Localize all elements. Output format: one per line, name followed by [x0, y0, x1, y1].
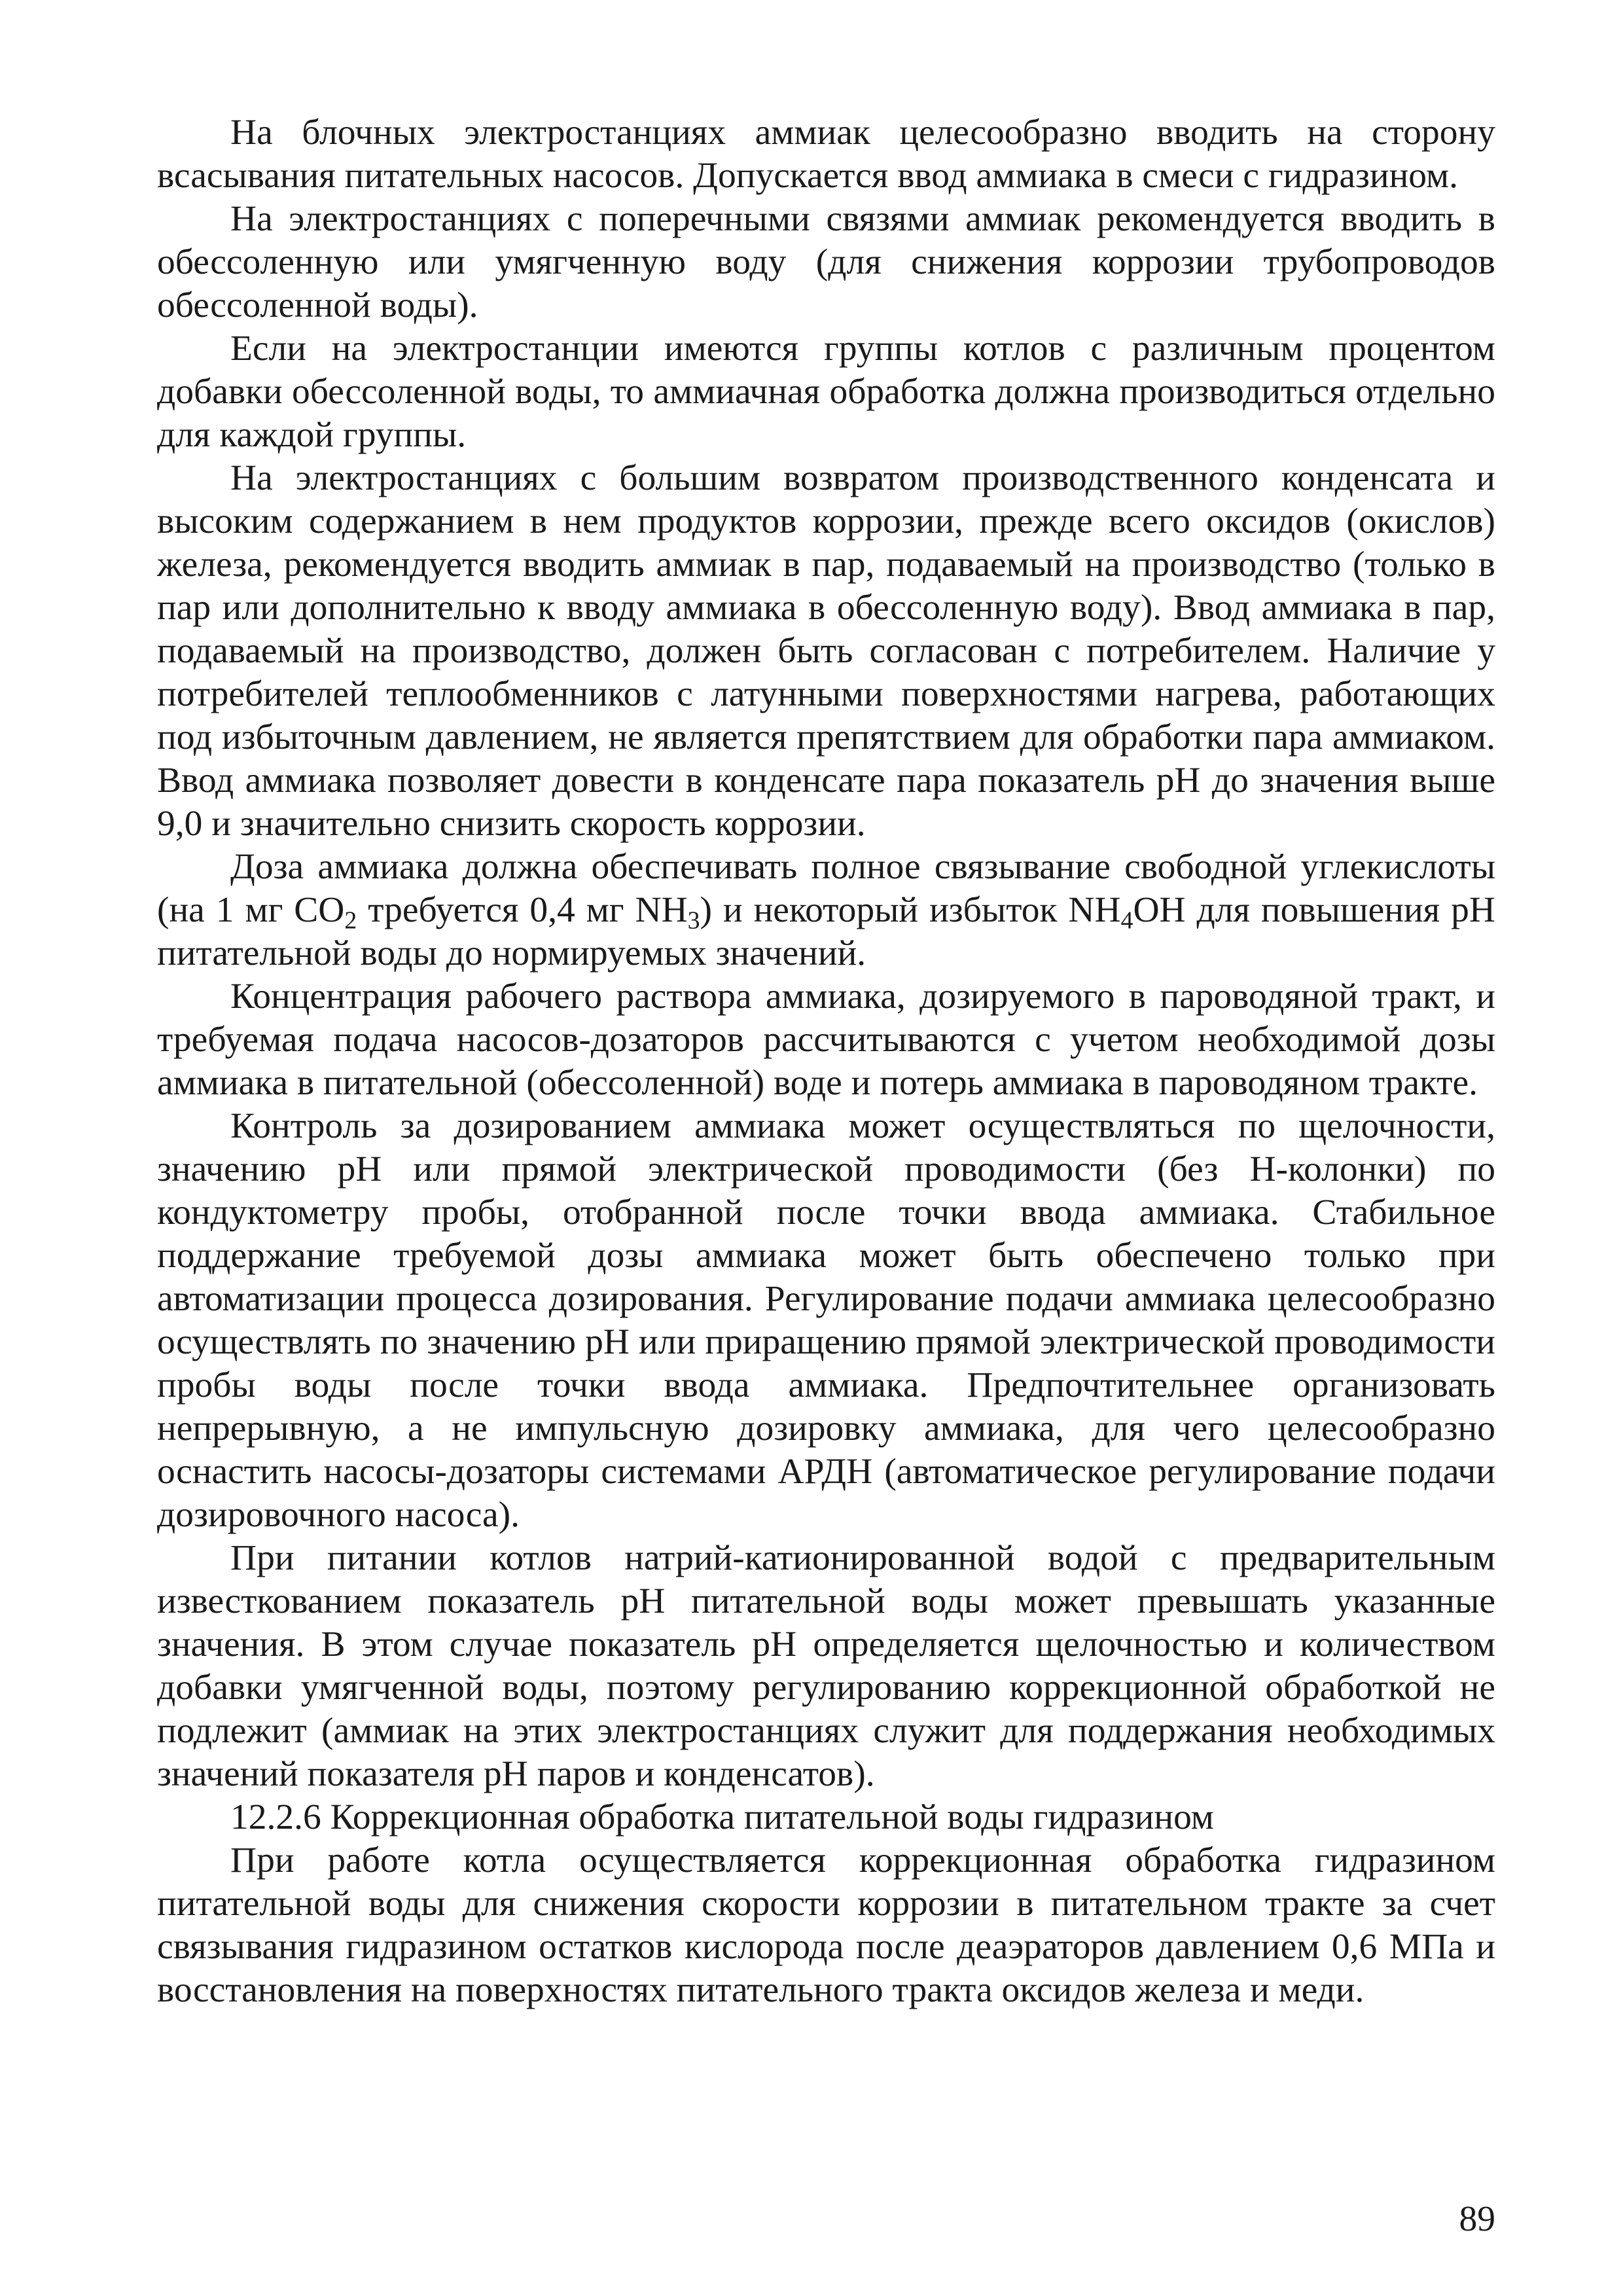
paragraph: Если на электростанции имеются группы котлов с различным процентом добавки обессоленной воды, то аммиачная обработка должна производиться отдельно для каждой группы. — [157, 329, 1495, 455]
section-heading: 12.2.6 Коррекционная обработка питательной воды гидразином — [230, 1797, 1214, 1837]
paragraph: Контроль за дозированием аммиака может осуществляться по щелочности, значению pH или прямой электрической проводимости (без Н-колонки) по кондуктометру пробы, отобранной после точки ввода аммиака. Стабильное поддержание требуемой дозы аммиака может быть обеспечено только при автоматизации процесса дозирования. Регулирование подачи аммиака целесообразно осуществлять по значению pH или приращению прямой электрической проводимости пробы воды после точки ввода аммиака. Предпочтительнее организовать непрерывную, а не импульсную дозировку аммиака, для чего целесообразно оснастить насосы-дозаторы системами АРДН (автоматическое регулирование подачи дозировочного насоса). — [157, 1106, 1495, 1535]
text-run: требуется 0,4 мг NH — [357, 890, 688, 930]
paragraph: На электростанциях с поперечными связями аммиак рекомендуется вводить в обессоленную или умягченную воду (для снижения коррозии трубопроводов обессоленной воды). — [157, 199, 1495, 325]
paragraph: Концентрация рабочего раствора аммиака, дозируемого в пароводяной тракт, и требуемая подача насосов-дозаторов рассчитываются с учетом необходимой дозы аммиака в питательной (обессоленной) воде и потерь аммиака в пароводяном тракте. — [157, 977, 1495, 1103]
subscript: 4 — [1120, 906, 1133, 935]
paragraph: На блочных электростанциях аммиак целесообразно вводить на сторону всасывания питательных насосов. Допускается ввод аммиака в смеси с гидразином. — [157, 113, 1495, 196]
text-run: OH для повышения pH питательной воды до нормируемых значений. — [157, 890, 1495, 973]
page-body — [157, 111, 1495, 2012]
subscript: 3 — [687, 906, 700, 935]
subscript: 2 — [344, 906, 357, 935]
paragraph: При питании котлов натрий-катионированной водой с предварительным известкованием показатель pH питательной воды может превышать указанные значения. В этом случае показатель pH определяется щелочностью и количеством добавки умягченной воды, поэтому регулированию коррекционной обработкой не подлежит (аммиак на этих электростанциях служит для поддержания необходимых значений показателя pH паров и конденсатов). — [157, 1538, 1495, 1794]
page-number: 89 — [1459, 2199, 1495, 2239]
paragraph: При работе котла осуществляется коррекционная обработка гидразином питательной воды для снижения скорости коррозии в питательном тракте за счет связывания гидразином остатков кислорода после деаэраторов давлением 0,6 МПа и восстановления на поверхностях питательного тракта оксидов железа и меди. — [157, 1840, 1495, 2010]
text-run: Доза аммиака должна обеспечивать полное связывание свободной углекислоты (на 1 мг CO — [157, 847, 1495, 930]
text-run: ) и некоторый избыток NH — [700, 890, 1121, 930]
paragraph-ammonia-dose — [157, 846, 1495, 975]
paragraph: На электростанциях с большим возвратом производственного конденсата и высоким содержанием в нем продуктов коррозии, прежде всего оксидов (окислов) железа, рекомендуется вводить аммиак в пар, подаваемый на производство (только в пар или дополнительно к вводу аммиака в обессоленную воду). Ввод аммиака в пар, подаваемый на производство, должен быть согласован с потребителем. Наличие у потребителей теплообменников с латунными поверхностями нагрева, работающих под избыточным давлением, не является препятствием для обработки пара аммиаком. Ввод аммиака позволяет довести в конденсате пара показатель pH до значения выше 9,0 и значительно снизить скорость коррозии. — [157, 458, 1495, 844]
